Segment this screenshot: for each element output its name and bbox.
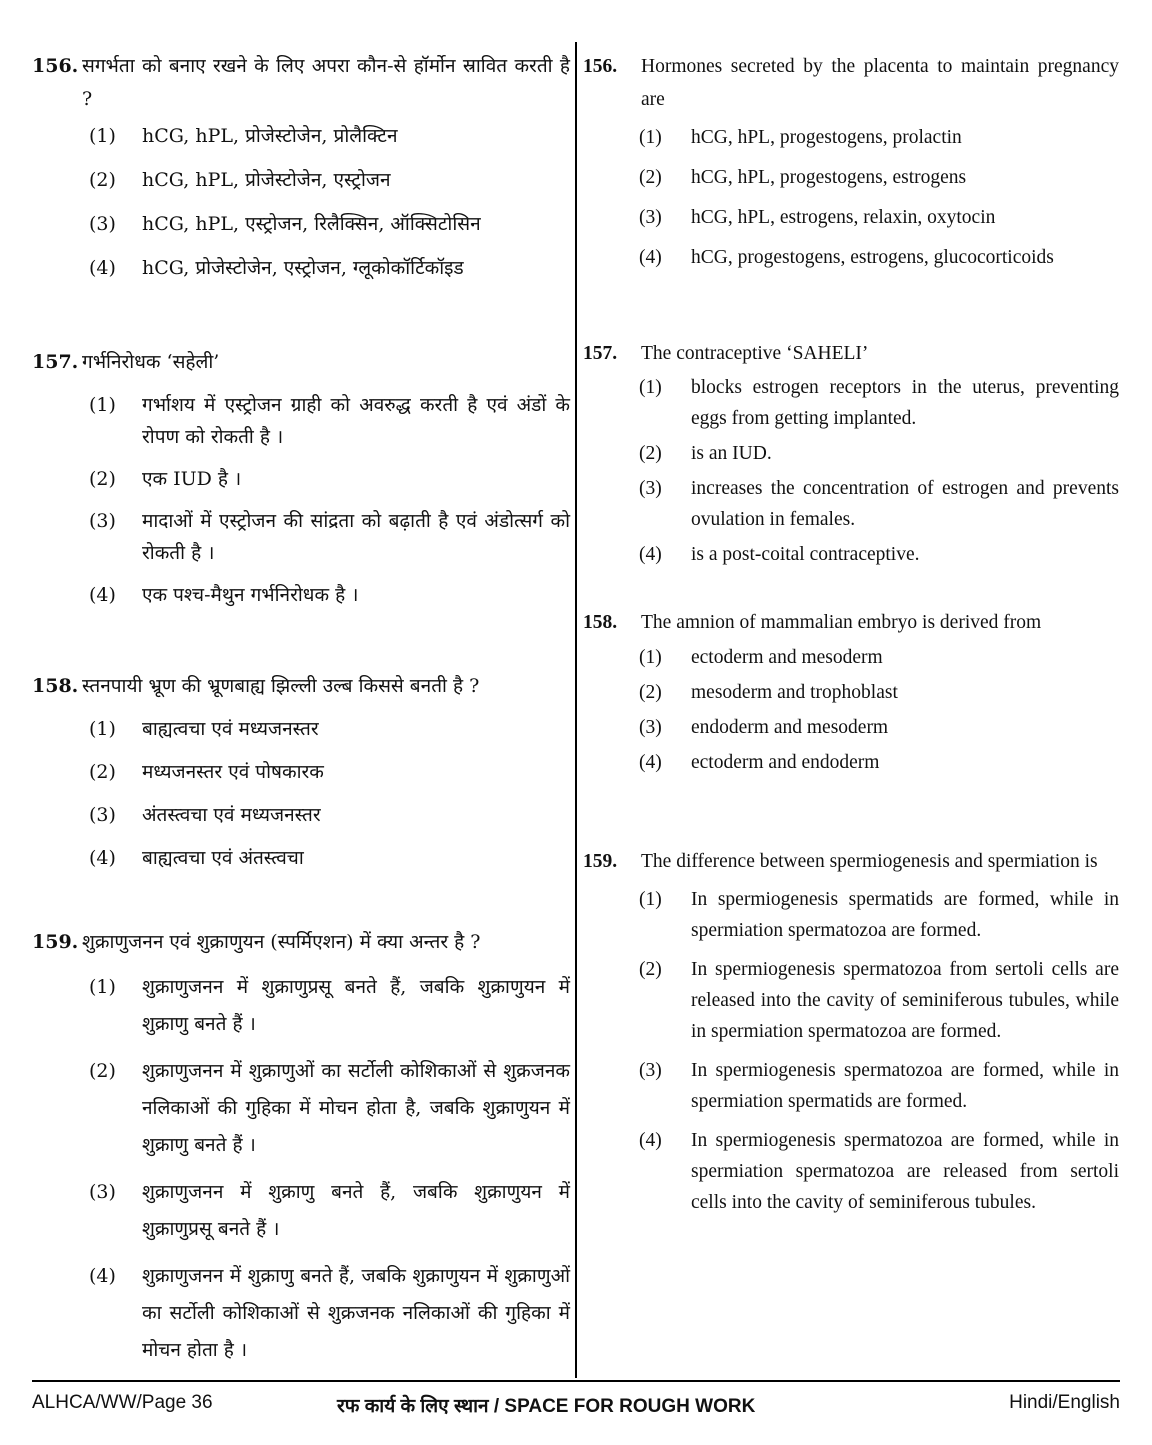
option-3: (3) increases the concentration of estrogen and prevents ovulation in females. <box>639 478 1119 530</box>
page-code: ALHCA/WW/Page 36 <box>32 1392 213 1413</box>
option-1: (1) hCG, hPL, प्रोजेस्टोजेन, प्रोलैक्टिन <box>89 125 398 147</box>
question-number: 159. <box>32 931 79 953</box>
option-1: (1) बाह्यत्वचा एवं मध्यजनस्तर <box>89 718 319 740</box>
question-stem: The amnion of mammalian embryo is derived from <box>641 612 1042 633</box>
question-number: 158. <box>583 612 618 633</box>
question-159-hindi <box>32 926 570 1369</box>
question-stem: शुक्राणुजनन एवं शुक्राणुयन (स्पर्मिएशन) में क्या अन्तर है ? <box>82 931 481 953</box>
question-157-hindi <box>32 346 570 611</box>
option-1: (1) hCG, hPL, progestogens, prolactin <box>639 127 962 148</box>
question-stem: The difference between spermiogenesis and spermiation is <box>641 851 1098 872</box>
question-157-english <box>583 337 1119 570</box>
option-4: (4) In spermiogenesis spermatozoa are formed, while in spermiation spermatozoa are released from sertoli cells into the cavity of seminiferous tubules. <box>639 1130 1119 1213</box>
option-1: (1) blocks estrogen receptors in the uterus, preventing eggs from getting implanted. <box>639 377 1119 429</box>
question-stem: सगर्भता को बनाए रखने के लिए अपरा कौन-से हॉर्मोन स्रावित करती है ? <box>82 55 570 110</box>
question-number: 156. <box>583 56 618 77</box>
question-number: 156. <box>32 55 79 77</box>
option-1: (1) शुक्राणुजनन में शुक्राणुप्रसू बनते हैं, जबकि शुक्राणुयन में शुक्राणु बनते हैं । <box>89 976 570 1035</box>
option-1: (1) गर्भाशय में एस्ट्रोजन ग्राही को अवरुद्ध करती है एवं अंडों के रोपण को रोकती है । <box>89 394 570 448</box>
option-4: (4) बाह्यत्वचा एवं अंतस्त्वचा <box>89 847 304 869</box>
option-2: (2) एक IUD है । <box>89 468 242 490</box>
question-number: 157. <box>32 351 79 373</box>
option-3: (3) hCG, hPL, एस्ट्रोजन, रिलैक्सिन, ऑक्सिटोसिन <box>89 213 481 235</box>
option-4: (4) is a post-coital contraceptive. <box>639 544 920 565</box>
option-2: (2) is an IUD. <box>639 443 772 464</box>
rough-work-label: रफ कार्य के लिए स्थान / SPACE FOR ROUGH WORK <box>337 1396 756 1417</box>
question-156-hindi <box>32 50 570 284</box>
question-156-english <box>583 50 1119 273</box>
question-number: 158. <box>32 675 79 697</box>
option-2: (2) मध्यजनस्तर एवं पोषकारक <box>89 761 324 783</box>
question-stem: Hormones secreted by the placenta to maintain pregnancy are <box>641 56 1119 110</box>
question-stem: स्तनपायी भ्रूण की भ्रूणबाह्य झिल्ली उल्ब किससे बनती है ? <box>82 675 480 697</box>
option-3: (3) In spermiogenesis spermatozoa are formed, while in spermiation spermatids are formed. <box>639 1060 1119 1112</box>
option-2: (2) hCG, hPL, प्रोजेस्टोजेन, एस्ट्रोजन <box>89 169 391 191</box>
option-4: (4) ectoderm and endoderm <box>639 752 880 773</box>
option-3: (3) अंतस्त्वचा एवं मध्यजनस्तर <box>89 804 321 826</box>
page-footer <box>32 1380 1120 1417</box>
question-158-english <box>583 606 1119 778</box>
option-4: (4) शुक्राणुजनन में शुक्राणु बनते हैं, जबकि शुक्राणुयन में शुक्राणुओं का सर्टोली कोशिकाओं से शुक्रजनक नलिकाओं की गुहिका में मोचन होता है । <box>89 1265 570 1361</box>
question-number: 159. <box>583 851 618 872</box>
option-3: (3) endoderm and mesoderm <box>639 717 889 738</box>
option-4: (4) hCG, प्रोजेस्टोजेन, एस्ट्रोजन, ग्लूकोकॉर्टिकॉइड <box>89 257 464 279</box>
question-number: 157. <box>583 343 618 364</box>
question-158-hindi <box>32 670 570 874</box>
option-3: (3) hCG, hPL, estrogens, relaxin, oxytocin <box>639 207 996 228</box>
option-2: (2) In spermiogenesis spermatozoa from sertoli cells are released into the cavity of seminiferous tubules, while in spermiation spermatozoa are formed. <box>639 959 1119 1042</box>
column-divider <box>575 42 577 1378</box>
option-2: (2) शुक्राणुजनन में शुक्राणुओं का सर्टोली कोशिकाओं से शुक्रजनक नलिकाओं की गुहिका में मोचन होता है, जबकि शुक्राणुयन में शुक्राणु बनते हैं । <box>89 1060 570 1156</box>
option-1: (1) ectoderm and mesoderm <box>639 647 883 668</box>
option-4: (4) hCG, progestogens, estrogens, glucocorticoids <box>639 247 1054 268</box>
option-1: (1) In spermiogenesis spermatids are formed, while in spermiation spermatozoa are formed. <box>639 889 1119 941</box>
option-4: (4) एक पश्च-मैथुन गर्भनिरोधक है । <box>89 584 359 606</box>
option-2: (2) hCG, hPL, progestogens, estrogens <box>639 167 967 188</box>
question-stem: The contraceptive ‘SAHELI’ <box>641 343 869 364</box>
question-159-english <box>583 845 1119 1218</box>
option-3: (3) शुक्राणुजनन में शुक्राणु बनते हैं, जबकि शुक्राणुयन में शुक्राणुप्रसू बनते हैं । <box>89 1181 570 1240</box>
question-stem: गर्भनिरोधक ‘सहेली’ <box>82 351 220 373</box>
option-3: (3) मादाओं में एस्ट्रोजन की सांद्रता को बढ़ाती है एवं अंडोत्सर्ग को रोकती है । <box>89 510 570 564</box>
language-label: Hindi/English <box>1009 1392 1120 1413</box>
option-2: (2) mesoderm and trophoblast <box>639 682 898 703</box>
